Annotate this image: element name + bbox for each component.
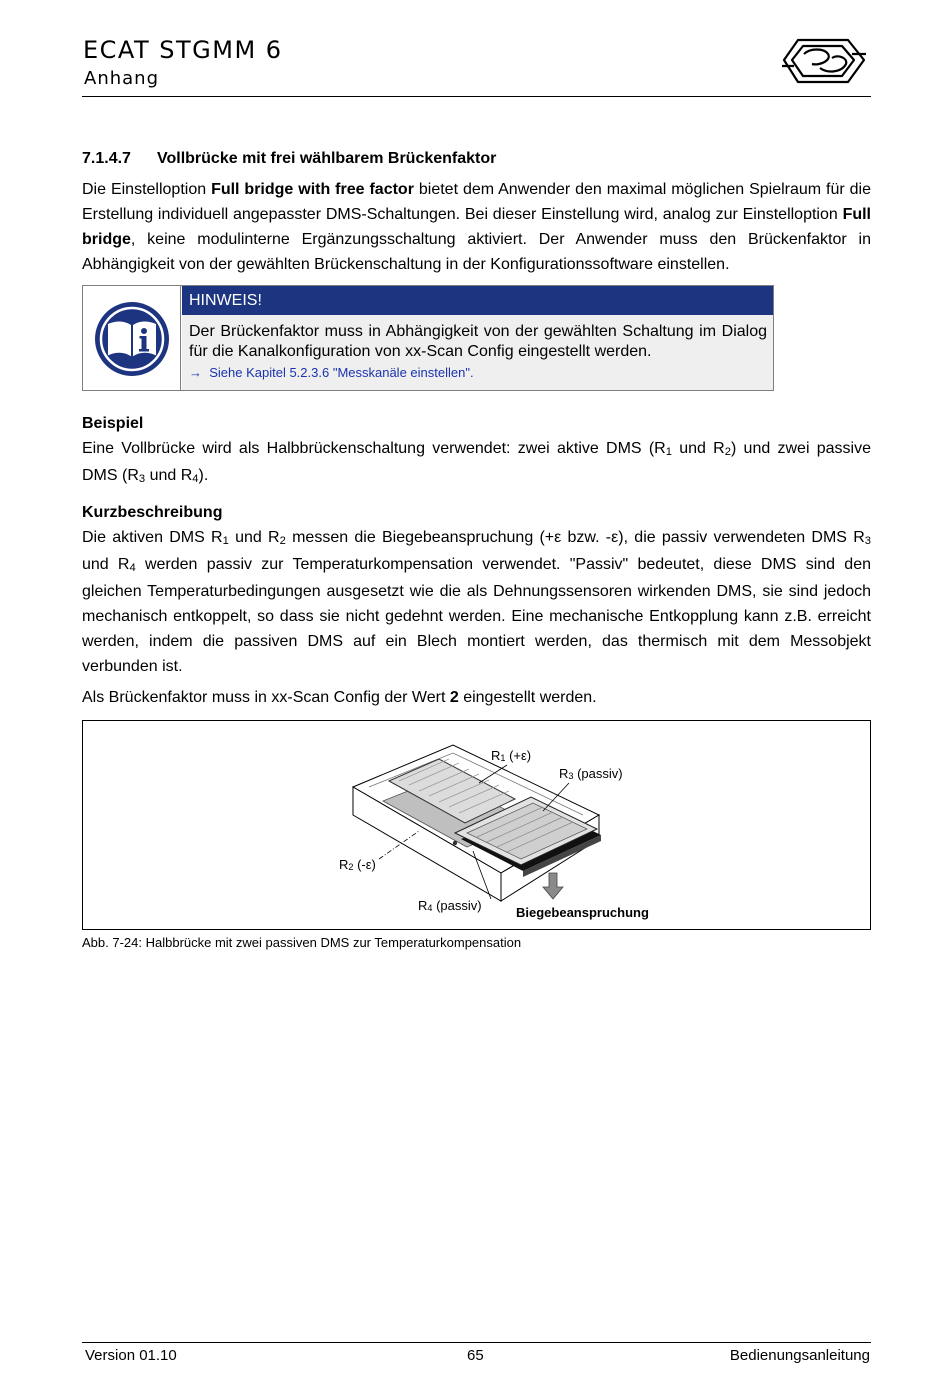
label-text: R (339, 857, 349, 872)
summary-text: werden passiv zur Temperaturkompensation verwendet. "Passiv" bedeutet, diese DMS sind den gleichen Temperaturbedingungen ausgesetzt wie die als Dehnungssensoren wirkenden DMS, sie sind jedoch mechanisch entkoppelt, so dass sie nicht gedehnt werden. Eine mechanische Entkopplung kann z.B. erreicht werden, indem die passiven DMS auf ein Blech montiert werden, das thermisch mit dem Messobjekt verbunden ist. (82, 556, 872, 675)
summary-paragraph (82, 525, 871, 679)
page-content (82, 146, 871, 952)
subscript: 3 (864, 534, 871, 547)
subscript: 2 (279, 534, 286, 547)
option-full-bridge: Full bridge (82, 206, 871, 248)
label-text: (passiv) (573, 766, 623, 781)
subscript: 4 (192, 472, 199, 485)
label-r3 (559, 766, 623, 783)
figure-frame (82, 720, 871, 930)
footer-document-type: Bedienungsanleitung (729, 1347, 870, 1364)
section-number: 7.1.4.7 (82, 150, 131, 167)
label-text: R (491, 748, 501, 763)
intro-text-2: bietet dem Anwender den maximal möglichen Spielraum für die Erstellung individuell angepasster DMS-Schaltungen. Bei dieser Einstellung wird, analog zur Einstelloption (82, 181, 872, 223)
label-text: R (559, 766, 569, 781)
subscript: 4 (129, 561, 136, 574)
figure-caption: Abb. 7-24: Halbbrücke mit zwei passiven DMS zur Temperaturkompensation (82, 935, 522, 950)
label-text: (+ε) (505, 748, 532, 763)
factor-value: 2 (449, 689, 459, 706)
subscript: 1 (665, 445, 672, 458)
note-crossref[interactable] (189, 364, 767, 382)
summary-text: und R (228, 529, 280, 546)
note-box (82, 285, 774, 391)
subscript: 1 (500, 753, 506, 764)
label-bending-load: Biegebeanspruchung (516, 905, 649, 920)
chapter-title: Anhang (84, 68, 159, 89)
label-r4 (418, 898, 482, 915)
label-text: (-ε) (353, 857, 376, 872)
note-text: Der Brückenfaktor muss in Abhängigkeit von der gewählten Schaltung im Dialog für die Kanalkonfiguration von xx-Scan Config eingestellt werden. (189, 323, 767, 360)
factor-text: Als Brückenfaktor muss in xx-Scan Config der Wert (82, 689, 450, 706)
subscript: 3 (138, 472, 146, 485)
option-full-bridge-free-factor: Full bridge with free factor (211, 181, 414, 198)
note-heading: HINWEIS! (182, 286, 773, 315)
bridge-factor-paragraph (82, 685, 871, 710)
subscript: 2 (724, 445, 731, 458)
example-paragraph (82, 436, 871, 490)
note-body (182, 315, 773, 390)
header-rule (82, 96, 871, 97)
intro-paragraph (82, 177, 871, 277)
example-text: ) und zwei passive DMS (R (82, 440, 872, 484)
subscript: 1 (222, 534, 229, 547)
section-title: Vollbrücke mit frei wählbarem Brückenfaktor (157, 150, 497, 167)
label-r2 (339, 857, 376, 874)
factor-text: eingestellt werden. (458, 689, 597, 706)
summary-text: messen die Biegebeanspruchung (+ε bzw. -ε), die passiv verwendeten DMS R (285, 529, 865, 546)
intro-text-1: Die Einstelloption (82, 181, 212, 198)
arrow-right-icon: → (189, 365, 202, 380)
document-title: ECAT STGMM 6 (83, 36, 283, 64)
example-text: und R (145, 467, 193, 484)
crossref-link[interactable]: Siehe Kapitel 5.2.3.6 "Messkanäle einstellen". (209, 365, 474, 380)
info-book-icon (93, 300, 171, 378)
example-text: ). (198, 467, 209, 484)
footer-version: Version 01.10 (85, 1347, 177, 1364)
subscript: 2 (348, 862, 354, 873)
intro-text-3: , keine modulinterne Ergänzungsschaltung aktiviert. Der Anwender muss den Brückenfaktor in Abhängigkeit von der gewählten Brückenschaltung in der Konfigurationssoftware einstellen. (82, 231, 871, 273)
summary-text: und R (82, 556, 130, 573)
footer-rule (82, 1342, 871, 1343)
example-text: Eine Vollbrücke wird als Halbbrückenschaltung verwendet: zwei aktive DMS (R (82, 440, 666, 457)
label-text: R (418, 898, 428, 913)
company-logo (776, 36, 870, 86)
example-text: und R (671, 440, 725, 457)
section-heading (82, 146, 871, 171)
page-number: 65 (467, 1347, 484, 1364)
label-r1 (491, 748, 531, 765)
summary-heading: Kurzbeschreibung (82, 504, 223, 521)
subscript: 3 (568, 771, 574, 782)
subscript: 4 (427, 903, 433, 914)
label-text: (passiv) (432, 898, 482, 913)
note-icon-cell (83, 286, 181, 390)
summary-text: Die aktiven DMS R (82, 529, 223, 546)
example-heading: Beispiel (82, 415, 144, 432)
